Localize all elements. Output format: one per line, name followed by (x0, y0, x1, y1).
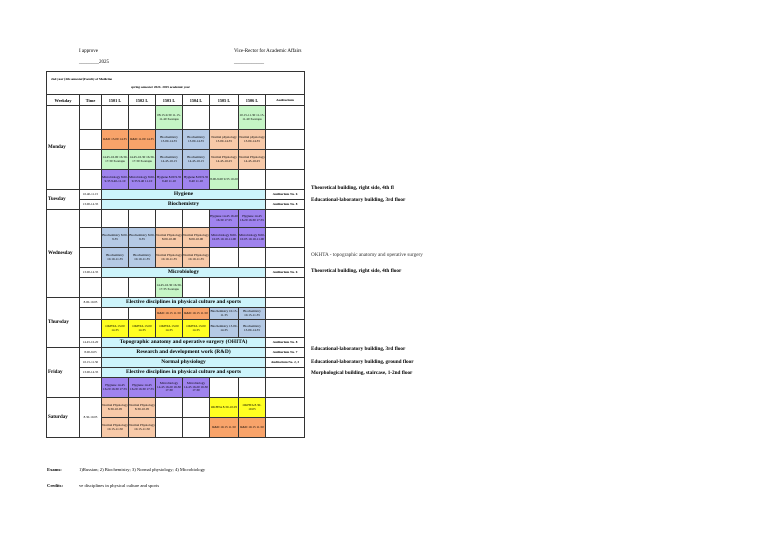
signature-line: ____________ (234, 60, 264, 65)
cell-wed-1501: Biochemistry 8.00-9.35 (102, 228, 129, 248)
col-1501: 1501 L (102, 95, 129, 106)
cell-mon-1504: Hygiene 8.00 9.35 9.40 11.10 (183, 170, 210, 190)
cell-fri-1501: Hygiene 14.45 16.20 16.30 17.55 (102, 378, 129, 398)
table-row (47, 320, 305, 338)
col-time: Time (80, 95, 102, 106)
time-cell: 13.00-14.35 (80, 268, 102, 278)
cell-thu-1503: OKHTA 13.00 14.35 (156, 320, 183, 338)
title-line-1: 2nd year (4th semester)Faculty of Medicine (51, 77, 113, 81)
exams-row (47, 467, 205, 472)
cell-wed-1506: Microbiology 8.00-10.05 10.10-11.00 (239, 228, 266, 248)
location-note: Theoretical building, right side, 4th floor (311, 268, 402, 274)
cell-fri-1504: Microbiology 14.45 16.20 16.30 17.30 (183, 378, 210, 398)
cell-thu-1503: R&D 10.15 11.50 (156, 308, 183, 320)
table-row (47, 248, 305, 268)
cell-mon-1506: 10.15-11.30 11.15-11.40 Зоопарк (239, 106, 266, 130)
table-row (47, 378, 305, 398)
table-row (47, 190, 305, 200)
table-row (47, 358, 305, 368)
cell-wed-1503: Normal Physiology 8.00-10.00 (156, 228, 183, 248)
col-1503: 1503 L (156, 95, 183, 106)
cell-mon-1505: Normal Physiology 14.45-16.25 (210, 150, 239, 170)
cell-wed-1504: Normal Physiology 8.00-10.00 (183, 228, 210, 248)
cell-wed-1505: Microbiology 8.00-10.05 10.10-11.00 (210, 228, 239, 248)
cell-mon-1504: Biochemistry 14.45-16.15 (183, 150, 210, 170)
time-cell: 10.40-11.15 (80, 190, 102, 200)
table-row (47, 268, 305, 278)
okhta-note: OKHTA - topographic anatomy and operative surgery (311, 252, 423, 258)
cell-sat-1506: OKHTA 8.30-10.05 (239, 398, 266, 418)
cell-wed-1502: Biochemistry 8.00-9.35 (129, 228, 156, 248)
cell-sat-1501: Normal Physiology 10.15-11.50 (102, 418, 129, 438)
location-note: Educational-laboratory building, 3rd floor (311, 346, 406, 352)
exams-value: 1)Russian; 2) Biochemistry; 3) Normal physiology; 4) Microbiology (79, 467, 206, 472)
title-line-2: spring semester 2024- 2025 academic year (131, 85, 190, 89)
approve-date: ________2025 (79, 60, 109, 65)
cell-mon-1501: Microbiology 8.00-9.35 9.40-11.10 (102, 170, 129, 190)
location-note: Morphological building, staircase, 1-2nd floor (311, 370, 413, 376)
day-wednesday: Wednesday (47, 210, 80, 298)
credits-row (47, 483, 159, 488)
table-row (47, 200, 305, 210)
auditorium-cell: Auditorium No. 8 (266, 338, 305, 348)
time-cell: 8.00-9.05 (80, 348, 102, 358)
col-1506: 1506 L (239, 95, 266, 106)
approve-label: I approve (79, 49, 99, 54)
cell-mon-1501: R&D 13.00 14.35 (102, 130, 129, 150)
auditorium-cell: Auditorium No. 2, 3 (266, 358, 305, 368)
credits-value: ve disciplines in physical culture and sports (79, 483, 160, 488)
cell-sat-1501: Normal Physiology 8.30-10.05 (102, 398, 129, 418)
subject-microbiology: Microbiology (102, 268, 266, 278)
table-row (47, 308, 305, 320)
col-auditorium: Auditorium (266, 95, 305, 106)
cell-mon-1505: 8.00-9.00 9.35 10.20 (210, 170, 239, 190)
subject-biochemistry: Biochemistry (102, 200, 266, 210)
subject-rnd: Research and development work (R&D) (102, 348, 266, 358)
table-row (47, 278, 305, 298)
location-note: Theoretical building, right side, 4th fl (311, 185, 394, 191)
location-note: Educational-laboratory building, 3rd floor (311, 197, 406, 203)
col-1505: 1505 L (210, 95, 239, 106)
cell-sat-1506: R&D 10.15 11.50 (239, 418, 266, 438)
table-row (47, 210, 305, 228)
table-row (47, 228, 305, 248)
schedule-table (46, 71, 305, 438)
subject-elective: Elective disciplines in physical culture and sports (102, 298, 266, 308)
cell-thu-1505: Biochemistry 10.15-11.35 (210, 308, 239, 320)
schedule-title (47, 72, 305, 95)
cell-fri-1502: Hygiene 14.45 16.20 16.30 17.55 (129, 378, 156, 398)
cell-mon-1504: Biochemistry 13.00-14.35 (183, 130, 210, 150)
subject-elective: Elective disciplines in physical culture and sports (102, 368, 266, 378)
location-note: Educational-laboratory building, ground floor (311, 359, 414, 365)
cell-sat-1505: R&D 10.15 11.50 (210, 418, 239, 438)
time-cell: 13.00-14.35 (80, 368, 102, 378)
table-row (47, 130, 305, 150)
credits-label: Credits: (47, 483, 63, 488)
cell-thu-1506: Biochemistry 13.00-14.35 (239, 320, 266, 338)
cell-wed-1503: Normal Physiology 10.10-11.35 (156, 248, 183, 268)
cell-thu-1504: R&D 10.15 11.50 (183, 308, 210, 320)
table-row (47, 106, 305, 130)
cell-mon-1503: Biochemistry 14.45-16.15 (156, 150, 183, 170)
cell-wed-1504: Normal Physiology 10.10-11.35 (183, 248, 210, 268)
cell-fri-1503: Microbiology 14.45 16.20 16.30 17.30 (156, 378, 183, 398)
table-row (47, 150, 305, 170)
time-cell: 13.00-14.35 (80, 200, 102, 210)
cell-sat-1505: OKHTA 8.30-10.05 (210, 398, 239, 418)
cell-wed-1505: Hygiene 14.45 16.20 16.30 17.55 (210, 210, 239, 228)
day-tuesday: Tuesday (47, 190, 80, 210)
cell-mon-1503: Biochemistry 13.00-14.35 (156, 130, 183, 150)
table-row (47, 338, 305, 348)
cell-sat-1502: Normal Physiology 10.15-11.50 (129, 418, 156, 438)
exams-label: Exams: (47, 467, 62, 472)
auditorium-cell: Auditorium No. 8 (266, 200, 305, 210)
day-monday: Monday (47, 106, 80, 190)
subject-hygiene: Hygiene (102, 190, 266, 200)
table-row (47, 398, 305, 418)
cell-mon-1506: Normal physiology 13.00-14.35 (239, 130, 266, 150)
cell-thu-1502: OKHTA 13.00 14.35 (129, 320, 156, 338)
cell-wed-1502: Biochemistry 10.10-11.35 (129, 248, 156, 268)
auditorium-cell: Auditorium No. 7 (266, 348, 305, 358)
cell-thu-1506: Biochemistry 10.15-11.35 (239, 308, 266, 320)
time-cell: 8.00-10.05 (80, 298, 102, 308)
table-row (47, 368, 305, 378)
cell-mon-1503: 08.15-9.30 11.15-11.40 Зоопарк (156, 106, 183, 130)
cell-mon-1502: R&D 11.00 14.35 (129, 130, 156, 150)
table-row (47, 298, 305, 308)
cell-mon-1501: 14.45-16.00 16.30-17.30 Зоопарк (102, 150, 129, 170)
auditorium-cell: Auditorium No. 6 (266, 190, 305, 200)
vice-rector-label: Vice-Rector for Academic Affairs (234, 49, 302, 54)
col-1502: 1502 L (129, 95, 156, 106)
time-cell: 14.45-16.20 (80, 338, 102, 348)
cell-wed-1501: Biochemistry 10.10-11.35 (102, 248, 129, 268)
auditorium-cell: Auditorium No. 6 (266, 268, 305, 278)
time-cell: 8.30-10.05 (80, 398, 102, 438)
cell-mon-1506: Normal Physiology 14.45-16.25 (239, 150, 266, 170)
table-row (47, 348, 305, 358)
subject-okhta: Topographic anatomy and operative surgery (OHITA) (102, 338, 266, 348)
column-headers (47, 95, 305, 106)
col-1504: 1504 L (183, 95, 210, 106)
time-cell: 10.15-11.50 (80, 358, 102, 368)
subject-normal-physiology: Normal physiology (102, 358, 266, 368)
cell-thu-1504: OKHTA 13.00 14.35 (183, 320, 210, 338)
day-saturday: Saturday (47, 398, 80, 438)
col-weekday: Weekday (47, 95, 80, 106)
cell-sat-1502: Normal Physiology 8.30-10.05 (129, 398, 156, 418)
cell-mon-1502: 14.45-16.30 16.30-17.30 Зоопарк (129, 150, 156, 170)
day-thursday: Thursday (47, 298, 80, 348)
cell-mon-1502: Microbiology 8.00-9.35 9.40 11.10 (129, 170, 156, 190)
cell-wed-1503: 14.45-16.30 16.30-17.35 Зоопарк (156, 278, 183, 298)
cell-mon-1505: Normal physiology 13.00-14.35 (210, 130, 239, 150)
table-row (47, 170, 305, 190)
cell-thu-1501: OKHTA 13.00 14.35 (102, 320, 129, 338)
cell-wed-1506: Hygiene 14.45 16.20 16.30 17.55 (239, 210, 266, 228)
day-friday: Friday (47, 348, 80, 398)
cell-mon-1503: Hygiene 8.00 9.35 9.40 11.10 (156, 170, 183, 190)
cell-thu-1505: Biochemistry 13.00-14.35 (210, 320, 239, 338)
